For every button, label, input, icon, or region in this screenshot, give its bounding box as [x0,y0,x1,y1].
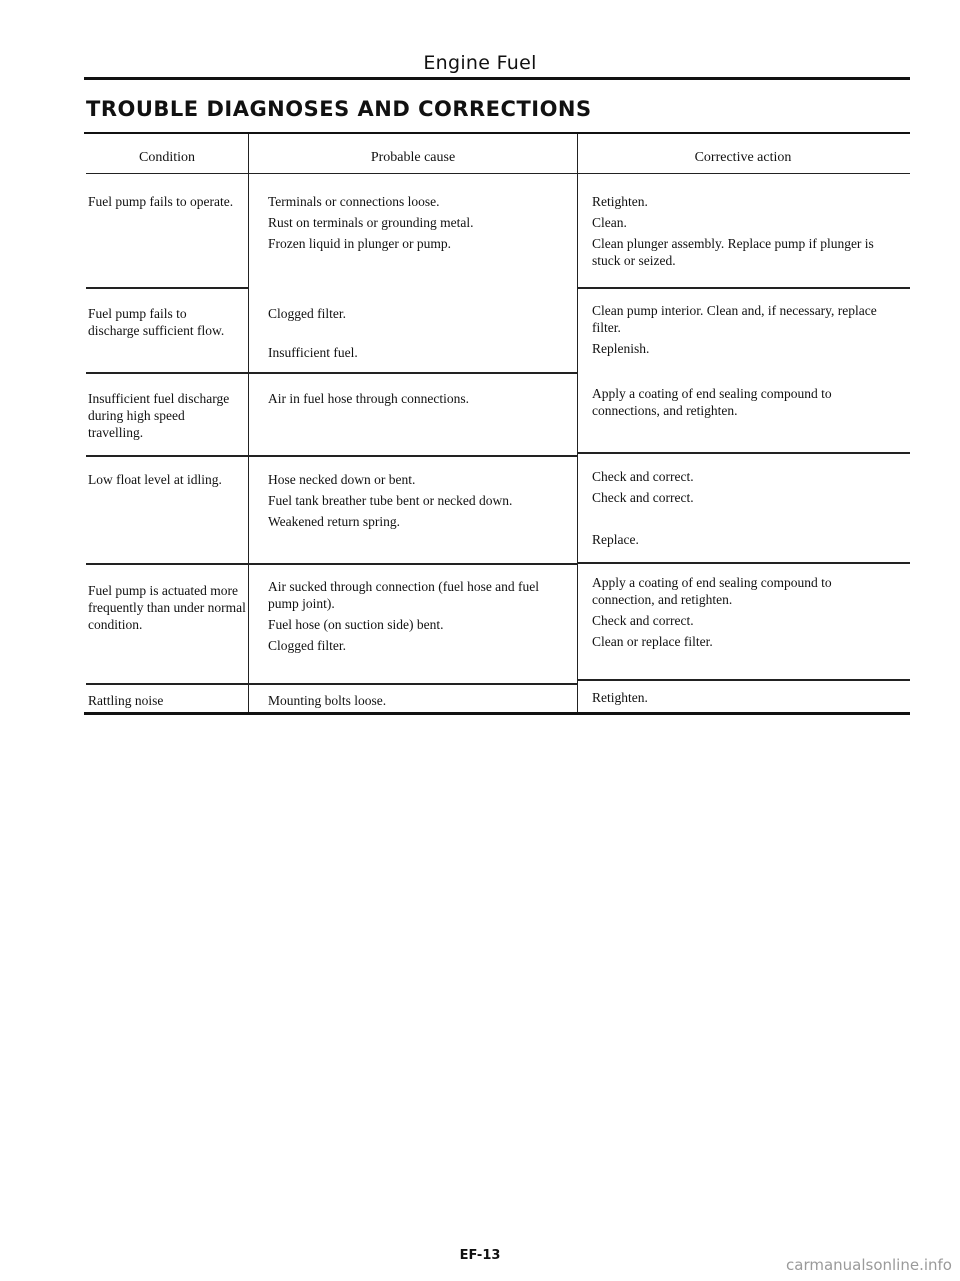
header-rule [84,77,910,80]
header-rule-condition [86,173,248,174]
row-rule-action [578,562,910,564]
cause-text: Weakened return spring. [268,514,400,529]
column-divider-1 [248,134,249,712]
action-text: Clean. [592,215,627,230]
table-row-3-causes [268,390,568,415]
row-rule-condition [86,683,248,685]
cause-text: Mounting bolts loose. [268,693,387,708]
cause-text: Clogged filter. [268,638,346,653]
page-number: EF-13 [459,1248,501,1263]
table-row-4-causes [268,471,568,538]
condition-text: Rattling noise [88,693,164,708]
table-row-2-actions [592,302,892,365]
table-row-5-condition [88,582,246,641]
row-rule-condition [86,287,248,289]
table-row-3-condition [88,390,243,449]
page-header-title: Engine Fuel [423,52,537,74]
section-title: TROUBLE DIAGNOSES AND CORRECTIONS [86,97,592,121]
action-text: Apply a coating of end sealing compound to connections, and retighten. [592,386,832,418]
cause-text: Terminals or connections loose. [268,194,440,209]
row-rule-condition [86,455,248,457]
cause-text: Fuel tank breather tube bent or necked down. [268,493,513,508]
condition-text: Fuel pump is actuated more frequently than under normal condition. [88,583,246,632]
table-row-3-actions [592,385,892,427]
header-rule-cause [249,173,577,174]
cause-text: Fuel hose (on suction side) bent. [268,617,444,632]
condition-text: Fuel pump fails to operate. [88,194,234,209]
cause-text: Clogged filter. [268,306,346,321]
action-text: Clean or replace filter. [592,634,713,649]
action-text: Retighten. [592,194,648,209]
action-text: Clean pump interior. Clean and, if necessary, replace filter. [592,303,877,335]
column-header-corrective-action: Corrective action [694,150,792,165]
header-rule-action [578,173,910,174]
row-rule-condition [86,372,248,374]
table-row-4-actions [592,468,892,556]
row-rule-action [578,287,910,289]
table-row-2-condition [88,305,238,347]
condition-text: Fuel pump fails to discharge sufficient flow. [88,306,225,338]
table-row-2-causes [268,305,568,369]
column-header-probable-cause: Probable cause [370,150,456,165]
row-rule-condition [86,563,248,565]
cause-text: Air in fuel hose through connections. [268,391,469,406]
row-rule-cause [249,563,577,565]
row-rule-cause [249,683,577,685]
row-rule-action [578,452,910,454]
table-row-5-actions [592,574,892,658]
action-text: Check and correct. [592,613,694,628]
row-rule-cause [249,372,577,374]
table-top-rule [84,132,910,134]
action-text: Replace. [592,532,639,547]
watermark-text: carmanualsonline.info [786,1256,952,1274]
action-text: Check and correct. [592,469,694,484]
table-row-1-actions [592,193,892,277]
table-row-4-condition [88,471,238,496]
cause-text: Frozen liquid in plunger or pump. [268,236,451,251]
cause-text: Hose necked down or bent. [268,472,416,487]
row-rule-cause [249,455,577,457]
action-text: Check and correct. [592,490,694,505]
action-text: Apply a coating of end sealing compound to connection, and retighten. [592,575,832,607]
column-header-condition: Condition [138,150,195,165]
table-row-5-causes [268,578,568,662]
column-divider-2 [577,134,578,712]
action-text: Replenish. [592,341,650,356]
table-row-1-condition [88,193,238,218]
table-row-6-actions [592,689,892,714]
action-text: Retighten. [592,690,648,705]
cause-text: Insufficient fuel. [268,345,358,360]
table-row-1-causes [268,193,568,260]
table-bottom-rule [84,712,910,715]
cause-text: Air sucked through connection (fuel hose and fuel pump joint). [268,579,540,611]
cause-text: Rust on terminals or grounding metal. [268,215,474,230]
action-text: Clean plunger assembly. Replace pump if plunger is stuck or seized. [592,236,874,268]
row-rule-action [578,679,910,681]
condition-text: Low float level at idling. [88,472,222,487]
condition-text: Insufficient fuel discharge during high speed travelling. [88,391,230,440]
